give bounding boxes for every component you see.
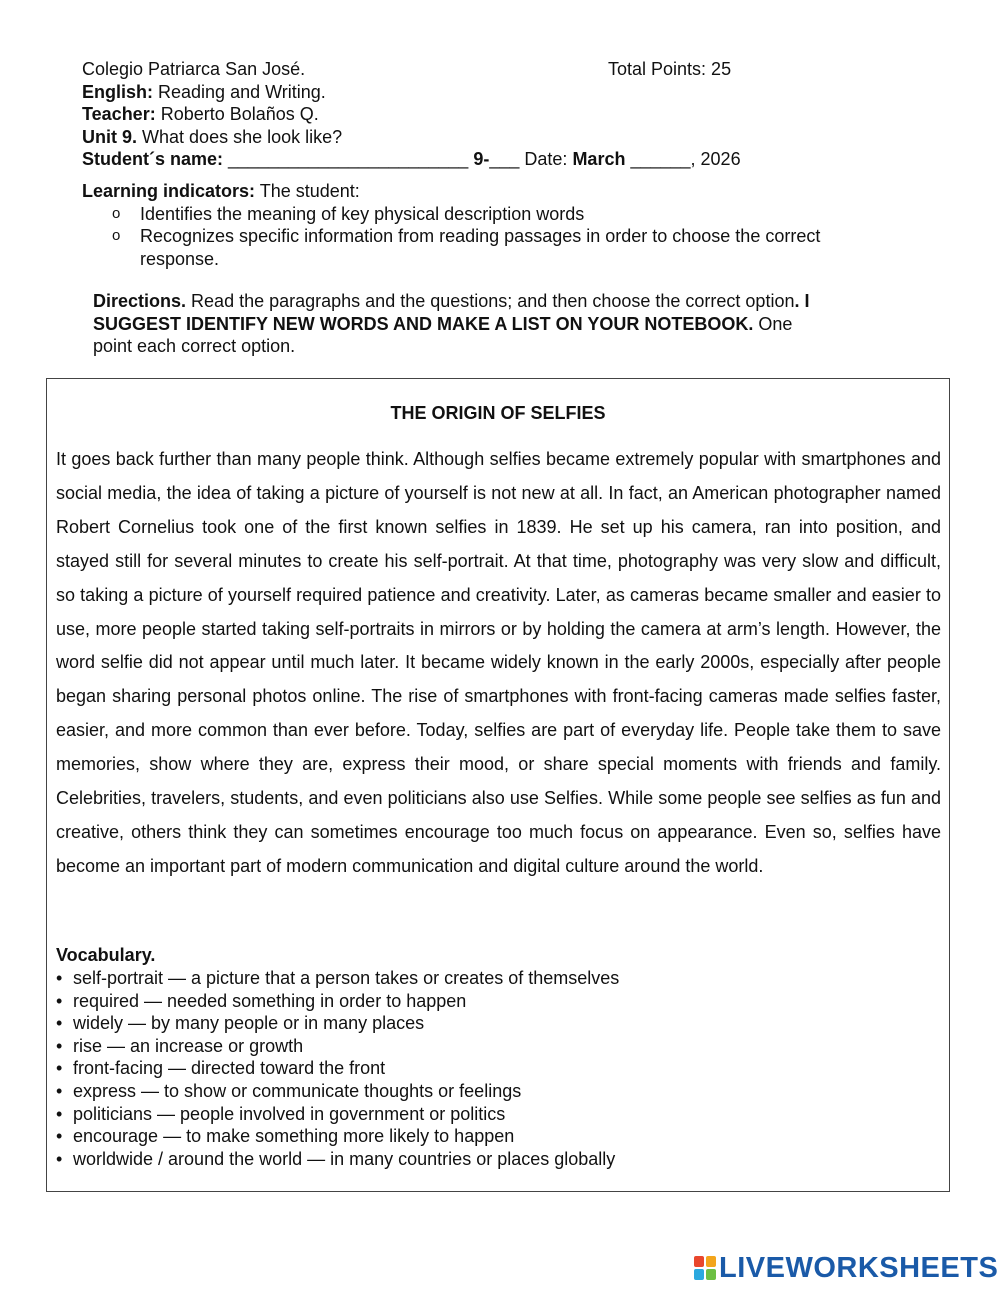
directions: Directions. Read the paragraphs and the questions; and then choose the correct option. I SUGGEST IDENTIFY NEW WORDS AND MAKE A LIST ON YOUR NOTEBOOK. One point each correct option. (93, 291, 810, 356)
date-field[interactable]: ______, 2026 (630, 149, 741, 169)
school-name: Colegio Patriarca San José. (82, 59, 306, 79)
liveworksheets-logo[interactable] (694, 1253, 998, 1283)
teacher-line: Teacher: Roberto Bolaños Q. (82, 104, 319, 124)
vocabulary-title: Vocabulary. (56, 945, 156, 965)
vocabulary-item: • rise — an increase or growth (56, 1035, 304, 1056)
vocabulary-item: • express — to show or communicate thoughts or feelings (56, 1080, 522, 1101)
student-line: Student´s name: ________________________ 9-___ Date: March ______, 2026 (82, 149, 741, 169)
subject-line: English: Reading and Writing. (82, 81, 326, 102)
vocabulary-item: • politicians — people involved in government or politics (56, 1103, 506, 1124)
vocabulary-item: • required — needed something in order to happen (56, 990, 467, 1011)
student-name-field[interactable]: ________________________ (228, 149, 469, 169)
indicator-item: o Recognizes specific information from reading passages in order to choose the correct response. (112, 226, 821, 269)
logo-mark-icon (694, 1256, 716, 1280)
vocabulary-item: • self-portrait — a picture that a person takes or creates of themselves (56, 968, 620, 988)
total-points: Total Points: 25 (608, 59, 732, 79)
reading-box (46, 378, 950, 1192)
logo-square (694, 1256, 704, 1267)
learning-indicators: Learning indicators: The student: o Identifies the meaning of key physical description words o Recognizes specific information from reading passages in order to choose the correct response. (82, 180, 842, 270)
logo-square (694, 1269, 704, 1280)
vocabulary-list (56, 967, 619, 1170)
logo-square (706, 1256, 716, 1267)
vocabulary-item: • widely — by many people or in many places (56, 1013, 425, 1034)
vocabulary-item: • front-facing — directed toward the front (56, 1058, 386, 1079)
group-field[interactable]: ___ (489, 149, 520, 169)
indicator-item: o Identifies the meaning of key physical description words (112, 203, 585, 224)
reading-passage: It goes back further than many people think. Although selfies became extremely popular with smartphones and social media, the idea of taking a picture of yourself is not new at all. In fact, an American photographer named Robert Cornelius took one of the first known selfies in 1839. He set up his camera, ran into position, and stayed still for several minutes to create his self-portrait. At that time, photography was very slow and difficult, so taking a picture of yourself required patience and creativity. Later, as cameras became smaller and easier to use, more people started taking self-portraits in mirrors or by holding the camera at arm’s length. However, the word selfie did not appear until much later. It became widely known in the early 2000s, especially after people began sharing personal photos online. The rise of smartphones with front-facing cameras made selfies faster, easier, and more common than ever before. Today, selfies are part of everyday life. People take them to save memories, show where they are, express their mood, or share special moments with friends and family. Celebrities, travelers, students, and even politicians also use Selfies. While some people see selfies as fun and creative, others think they can sometimes encourage too much focus on appearance. Even so, selfies have become an important part of modern communication and digital culture around the world. (56, 449, 941, 876)
vocabulary-item: • worldwide / around the world — in many countries or places globally (56, 1148, 616, 1169)
logo-text: LIVEWORKSHEETS (719, 1251, 999, 1284)
reading-title: THE ORIGIN OF SELFIES (390, 403, 606, 423)
logo-square (706, 1269, 716, 1280)
vocabulary-item: • encourage — to make something more likely to happen (56, 1126, 515, 1147)
unit-line: Unit 9. What does she look like? (82, 126, 343, 147)
